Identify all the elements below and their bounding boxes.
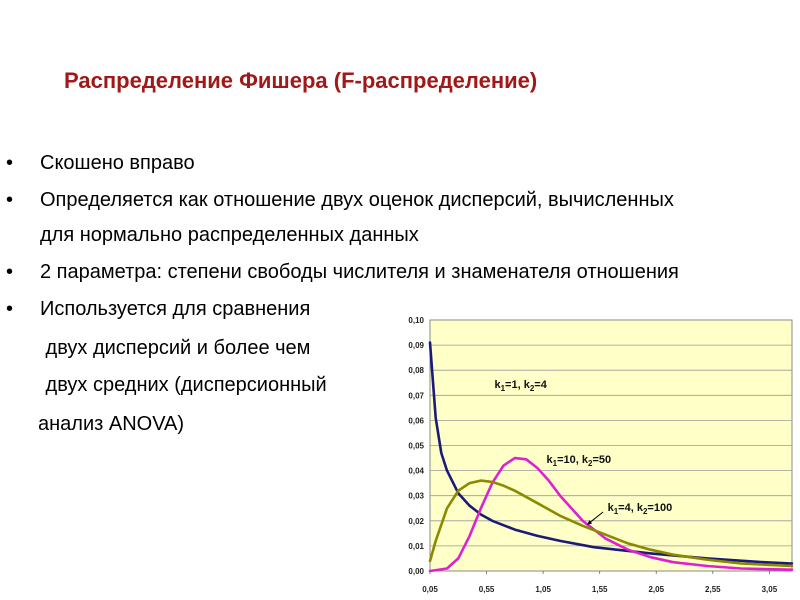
curve-label-3: $k_1=4$, $k_2=100$ xyxy=(607,501,673,516)
x-tick-label: 3,05 xyxy=(761,585,778,594)
y-tick-label: 0,10 xyxy=(408,316,424,325)
y-tick-label: 0,03 xyxy=(408,491,424,501)
bullet-2-line-1: Определяется как отношение двух оценок дисперсий, вычисленных xyxy=(40,189,674,211)
bullet-2-line-2: для нормально распределенных данных xyxy=(40,224,419,246)
bullet-4-line-2: двух дисперсий и более чем xyxy=(40,337,311,359)
y-tick-label: 0,04 xyxy=(408,466,424,476)
y-tick-label: 0,06 xyxy=(408,416,424,426)
x-tick-label: 0,05 xyxy=(422,585,438,594)
y-tick-label: 0,09 xyxy=(408,341,424,351)
y-tick-label: 0,07 xyxy=(408,391,424,401)
x-tick-label: 1,05 xyxy=(535,585,551,594)
x-tick-label: 1,55 xyxy=(591,585,608,594)
x-tick-label: 2,05 xyxy=(648,585,665,594)
x-tick-label: 2,55 xyxy=(705,585,721,594)
bullet-marker: • xyxy=(6,261,14,283)
bullet-marker: • xyxy=(6,189,14,211)
y-tick-label: 0,00 xyxy=(408,567,424,576)
bullet-marker: • xyxy=(6,152,14,174)
bullet-4-line-3: двух средних (дисперсионный xyxy=(40,374,327,396)
bullet-1-line-1: Скошено вправо xyxy=(40,152,195,174)
bullet-4-line-4: анализ ANOVA) xyxy=(38,413,185,435)
y-tick-label: 0,08 xyxy=(408,366,424,376)
x-tick-label: 0,55 xyxy=(478,585,495,594)
f-distribution-chart xyxy=(396,310,800,600)
y-tick-label: 0,05 xyxy=(408,441,424,451)
curve-label-1: $k_1=1$, $k_2=4$ xyxy=(494,378,547,393)
chart-svg xyxy=(396,310,800,600)
y-tick-label: 0,01 xyxy=(408,541,424,551)
curve-label-2: $k_1=10$, $k_2=50$ xyxy=(546,454,612,469)
bullet-3-line-1: 2 параметра: степени свободы числителя и знаменателя отношения xyxy=(40,261,679,283)
slide-title: Распределение Фишера (F-распределение) xyxy=(64,68,538,93)
y-tick-label: 0,02 xyxy=(408,516,424,526)
bullet-marker: • xyxy=(6,298,14,320)
bullet-4-line-1: Используется для сравнения xyxy=(40,298,311,320)
